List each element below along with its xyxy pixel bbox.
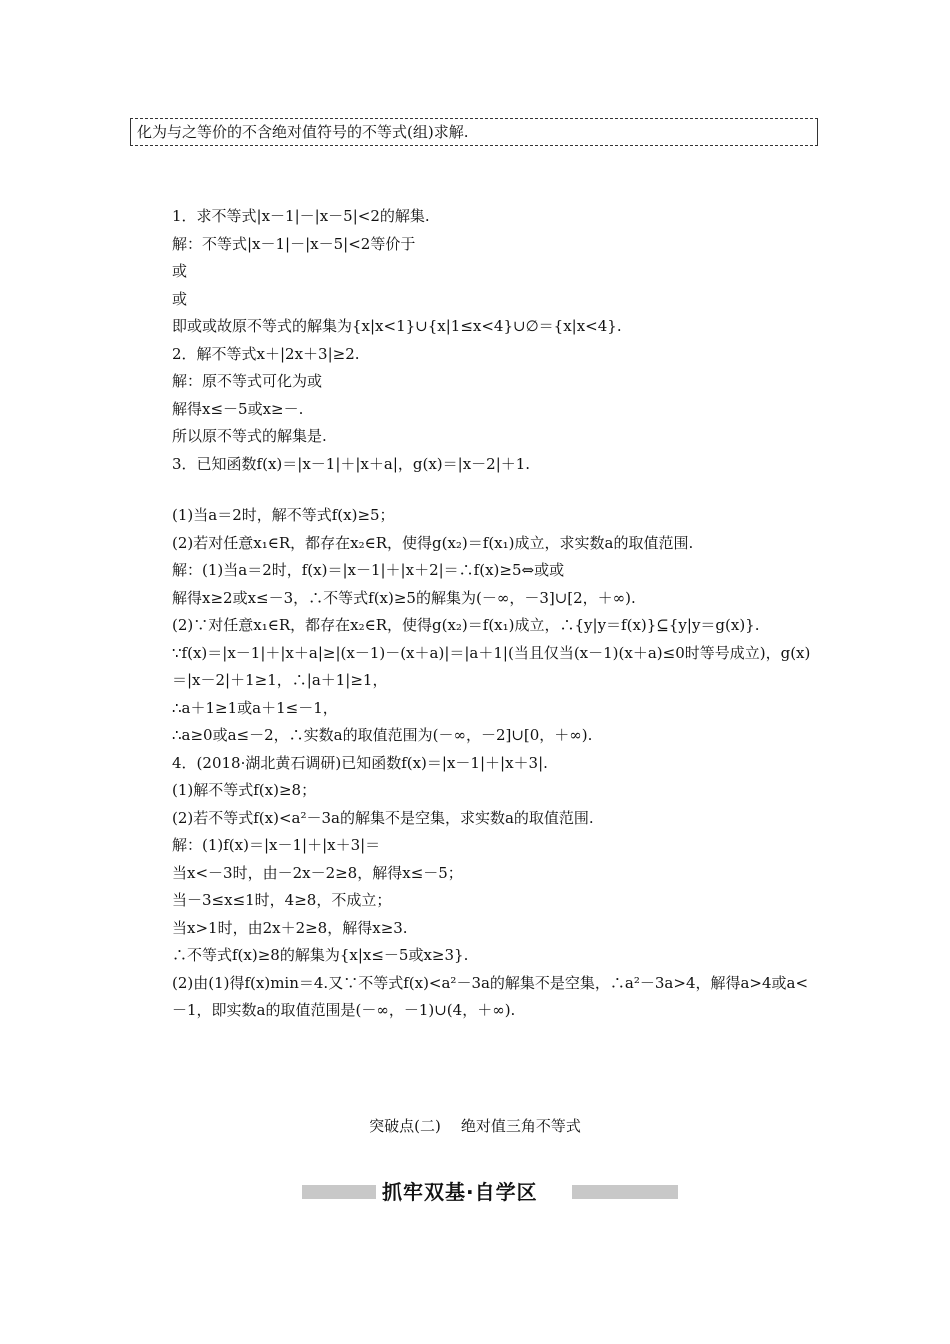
- solution-content: [140, 203, 812, 1025]
- problem-3-solution-line: 解得x≥2或x≤－3，∴不等式f(x)≥5的解集为(－∞，－3]∪[2，＋∞).: [172, 588, 636, 607]
- problem-1-conclusion: 即或或故原不等式的解集为{x|x<1}∪{x|1≤x<4}∪∅＝{x|x<4}.: [172, 317, 622, 335]
- problem-2-conclusion: 所以原不等式的解集是.: [172, 427, 327, 445]
- problem-2-solution-line: 解：原不等式可化为或: [172, 372, 323, 390]
- problem-4-solution-line: 当x>1时，由2x＋2≥8，解得x≥3.: [172, 918, 408, 937]
- problem-3-solution-line: 解：(1)当a＝2时，f(x)＝|x－1|＋|x＋2|＝∴f(x)≥5⇔或或: [172, 561, 565, 579]
- problem-3-solution-line: ∴a＋1≥1或a＋1≤－1，: [172, 698, 338, 717]
- problem-3-statement: 3．已知函数f(x)＝|x－1|＋|x＋a|，g(x)＝|x－2|＋1.: [172, 454, 531, 473]
- problem-3-part-2: (2)若对任意x₁∈R，都存在x₂∈R，使得g(x₂)＝f(x₁)成立，求实数a的取值范围.: [172, 533, 694, 552]
- problem-3-solution-paragraph: ∵f(x)＝|x－1|＋|x＋a|≥|(x－1)－(x＋a)|＝|a＋1|(当且仅当(x－1)(x＋a)≤0时等号成立)，g(x)＝|x－2|＋1≥1，∴|a＋1|≥1，: [172, 643, 811, 689]
- problem-4-solution-line: 解：(1)f(x)＝|x－1|＋|x＋3|＝: [172, 836, 381, 854]
- problem-4-solution-paragraph: (2)由(1)得f(x)min＝4.又∵不等式f(x)<a²－3a的解集不是空集，∴a²－3a>4，解得a>4或a<－1，即实数a的取值范围是(－∞，－1)∪(4，＋∞).: [172, 973, 809, 1019]
- section-banner: [302, 1178, 678, 1206]
- problem-4-solution-line: ∴不等式f(x)≥8的解集为{x|x≤－5或x≥3}.: [172, 946, 469, 964]
- section-title-number: 突破点(二): [369, 1117, 441, 1135]
- problem-3-solution-paragraph: (2)∵对任意x₁∈R，都存在x₂∈R，使得g(x₂)＝f(x₁)成立，∴{y|y＝f(x)}⊆{y|y＝g(x)}.: [172, 616, 760, 634]
- boxed-tip: [130, 118, 818, 146]
- problem-3-part-1: (1)当a＝2时，解不等式f(x)≥5；: [172, 506, 395, 524]
- problem-4-part-1: (1)解不等式f(x)≥8；: [172, 781, 317, 799]
- boxed-tip-text: 化为与之等价的不含绝对值符号的不等式(组)求解.: [137, 123, 469, 141]
- problem-2-solution-line: 解得x≤－5或x≥－.: [172, 399, 304, 418]
- banner-bar-left: [302, 1185, 376, 1199]
- problem-1-or-line: 或: [172, 289, 188, 308]
- problem-4-part-2: (2)若不等式f(x)<a²－3a的解集不是空集，求实数a的取值范围.: [172, 808, 594, 827]
- problem-1-solution-line: 解：不等式|x－1|－|x－5|<2等价于: [172, 234, 416, 253]
- problem-3-conclusion: ∴a≥0或a≤－2，∴实数a的取值范围为(－∞，－2]∪[0，＋∞).: [172, 726, 593, 744]
- section-title-text: 绝对值三角不等式: [460, 1117, 581, 1135]
- problem-4-statement: 4．(2018·湖北黄石调研)已知函数f(x)＝|x－1|＋|x＋3|.: [172, 753, 548, 772]
- problem-2-statement: 2．解不等式x＋|2x＋3|≥2.: [172, 344, 360, 363]
- problem-1-statement: 1．求不等式|x－1|－|x－5|<2的解集.: [172, 207, 430, 225]
- banner-label: 抓牢双基·自学区: [382, 1180, 538, 1204]
- section-title: [0, 1113, 950, 1139]
- problem-4-solution-line: 当－3≤x≤1时，4≥8，不成立；: [172, 891, 392, 909]
- problem-1-or-line: 或: [172, 262, 188, 280]
- banner-bar-right: [572, 1185, 678, 1199]
- problem-4-solution-line: 当x<－3时，由－2x－2≥8，解得x≤－5；: [172, 863, 463, 882]
